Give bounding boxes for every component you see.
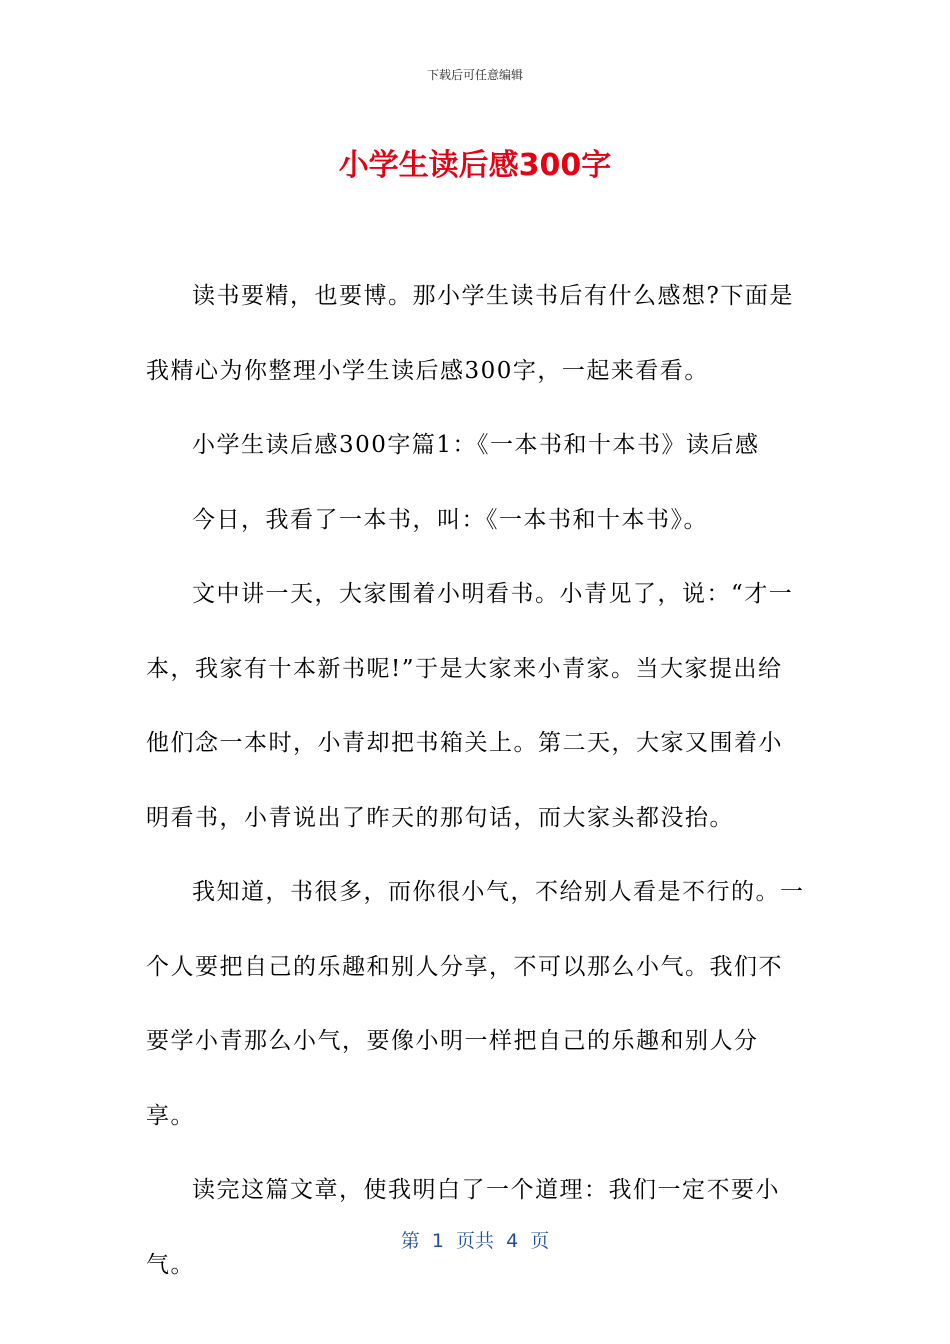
document-body — [146, 259, 806, 1302]
paragraph-intro: 读书要精，也要博。那小学生读书后有什么感想?下面是我精心为你整理小学生读后感300字，一起来看看。 — [146, 283, 794, 384]
header-note: 下载后可任意编辑 — [426, 68, 523, 82]
paragraph-2: 文中讲一天，大家围着小明看书。小青见了，说：“才一本，我家有十本新书呢!”于是大家来小青家。当大家提出给他们念一本时，小青却把书箱关上。第二天，大家又围着小明看书，小青说出了昨天的那句话，而大家头都没抬。 — [146, 581, 794, 831]
paragraph-3: 我知道，书很多，而你很小气，不给别人看是不行的。一个人要把自己的乐趣和别人分享，不可以那么小气。我们不要学小青那么小气，要像小明一样把自己的乐趣和别人分享。 — [146, 879, 805, 1129]
paragraph-4: 读完这篇文章，使我明白了一个道理：我们一定不要小气。 — [146, 1177, 780, 1278]
page-footer: 第 1 页共 4 页 — [400, 1230, 550, 1252]
document-title: 小学生读后感300字 — [338, 148, 612, 183]
paragraph-subtitle: 小学生读后感300字篇1：《一本书和十本书》读后感 — [192, 432, 760, 458]
paragraph-1: 今日，我看了一本书，叫：《一本书和十本书》。 — [192, 506, 708, 533]
